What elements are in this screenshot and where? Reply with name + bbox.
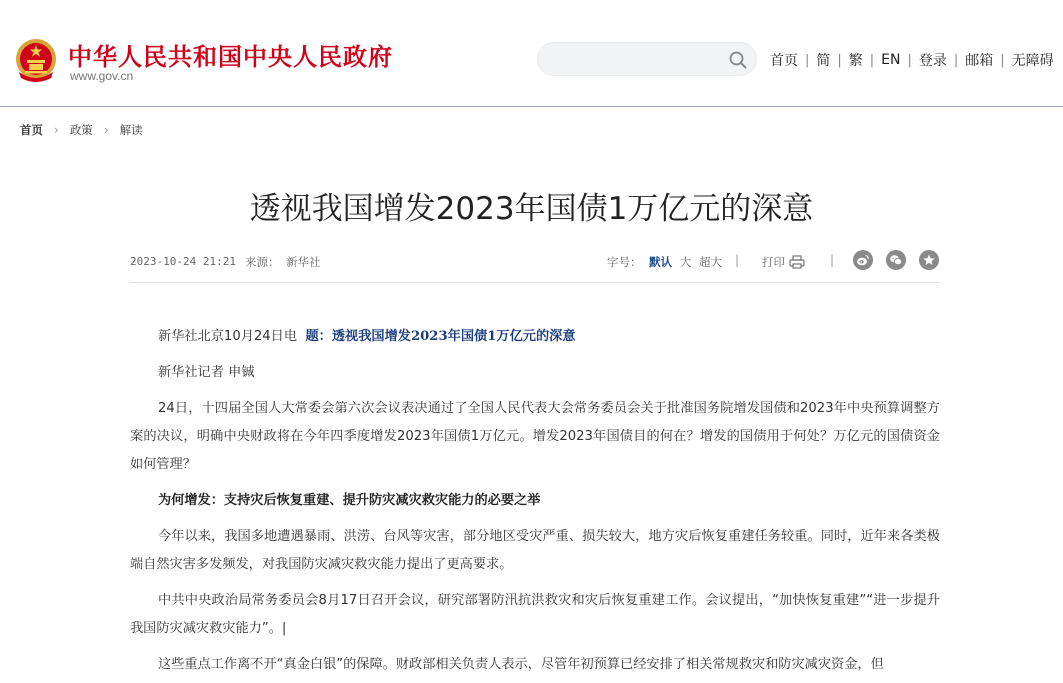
search-icon[interactable] — [728, 50, 748, 70]
nav-traditional[interactable]: 繁 — [848, 53, 863, 69]
search-box — [537, 42, 757, 76]
chevron-right-icon: › — [103, 123, 109, 137]
nav-login[interactable]: 登录 — [918, 53, 947, 69]
top-nav — [770, 50, 1054, 70]
meta-divider-line — [130, 282, 940, 283]
weibo-icon[interactable] — [853, 250, 873, 270]
article-byline: 新华社记者 申铖 — [158, 365, 255, 380]
font-size-default[interactable]: 默认 — [649, 255, 673, 269]
font-size-large[interactable]: 大 — [679, 255, 692, 269]
article-title: 透视我国增发2023年国债1万亿元的深意 — [249, 191, 814, 227]
nav-accessibility[interactable]: 无障碍 — [1011, 53, 1054, 69]
meta-divider: | — [735, 253, 740, 267]
article-meta — [130, 250, 940, 276]
source-name: 新华社 — [286, 255, 321, 269]
chevron-right-icon: › — [54, 123, 59, 137]
search-input[interactable] — [552, 49, 722, 69]
nav-simplified[interactable]: 简 — [816, 53, 831, 69]
breadcrumb-interpretation[interactable]: 解读 — [119, 123, 143, 137]
breadcrumb — [20, 122, 143, 138]
lead-title: 题：透视我国增发2023年国债1万亿元的深意 — [305, 329, 576, 344]
favorite-icon[interactable] — [919, 250, 939, 270]
font-size-xlarge[interactable]: 超大 — [698, 255, 722, 269]
national-emblem-icon[interactable] — [15, 38, 57, 84]
article-paragraph: 今年以来，我国多地遭遇暴雨、洪涝、台风等灾害，部分地区受灾严重、损失较大，地方灾后恢复重建任务较重。同时，近年来各类极端自然灾害多发频发，对我国防灾减灾救灾能力提出了更高要求。 — [130, 529, 940, 572]
nav-divider: | — [805, 52, 810, 68]
font-size-label: 字号： — [607, 255, 642, 269]
printer-icon — [789, 255, 805, 269]
font-size-control — [607, 254, 726, 270]
site-domain: www.gov.cn — [70, 69, 134, 83]
nav-divider: | — [1000, 52, 1005, 68]
nav-home[interactable]: 首页 — [770, 53, 798, 69]
dateline-text: 新华社北京10月24日电 — [158, 329, 298, 344]
nav-divider: | — [953, 52, 959, 68]
article-paragraph: 这些重点工作离不开“真金白银”的保障。财政部相关负责人表示，尽管年初预算已经安排了相关常规救灾和防灾减灾资金，但 — [158, 657, 884, 672]
nav-divider: | — [869, 52, 875, 68]
breadcrumb-home[interactable]: 首页 — [20, 123, 43, 137]
nav-mail[interactable]: 邮箱 — [965, 53, 994, 69]
source-label: 来源： — [245, 255, 280, 269]
meta-divider: | — [830, 253, 835, 267]
site-header — [0, 0, 1063, 107]
article-dateline — [130, 323, 940, 351]
print-label: 打印 — [762, 255, 785, 269]
article-paragraph: 中共中央政治局常务委员会8月17日召开会议，研究部署防汛抗洪救灾和灾后恢复重建工作。会议提出，“加快恢复重建”“进一步提升我国防灾减灾救灾能力”。| — [130, 593, 940, 636]
article-subheading: 为何增发：支持灾后恢复重建、提升防灾减灾救灾能力的必要之举 — [158, 493, 541, 508]
article-body — [130, 323, 940, 683]
wechat-icon[interactable] — [886, 250, 906, 270]
nav-english[interactable]: EN — [881, 52, 901, 68]
nav-divider: | — [907, 52, 912, 68]
site-name[interactable]: 中华人民共和国中央人民政府 — [68, 42, 393, 71]
print-button[interactable] — [762, 254, 805, 270]
publish-date: 2023-10-24 21:21 — [130, 255, 236, 268]
article-paragraph: 24日，十四届全国人大常委会第六次会议表决通过了全国人民代表大会常务委员会关于批准国务院增发国债和2023年中央预算调整方案的决议，明确中央财政将在今年四季度增发2023年国债1万亿元。增发2023年国债目的何在？增发的国债用于何处？万亿元的国债资金如何管理？ — [130, 401, 940, 472]
nav-divider: | — [837, 52, 842, 68]
breadcrumb-policy[interactable]: 政策 — [69, 123, 93, 137]
